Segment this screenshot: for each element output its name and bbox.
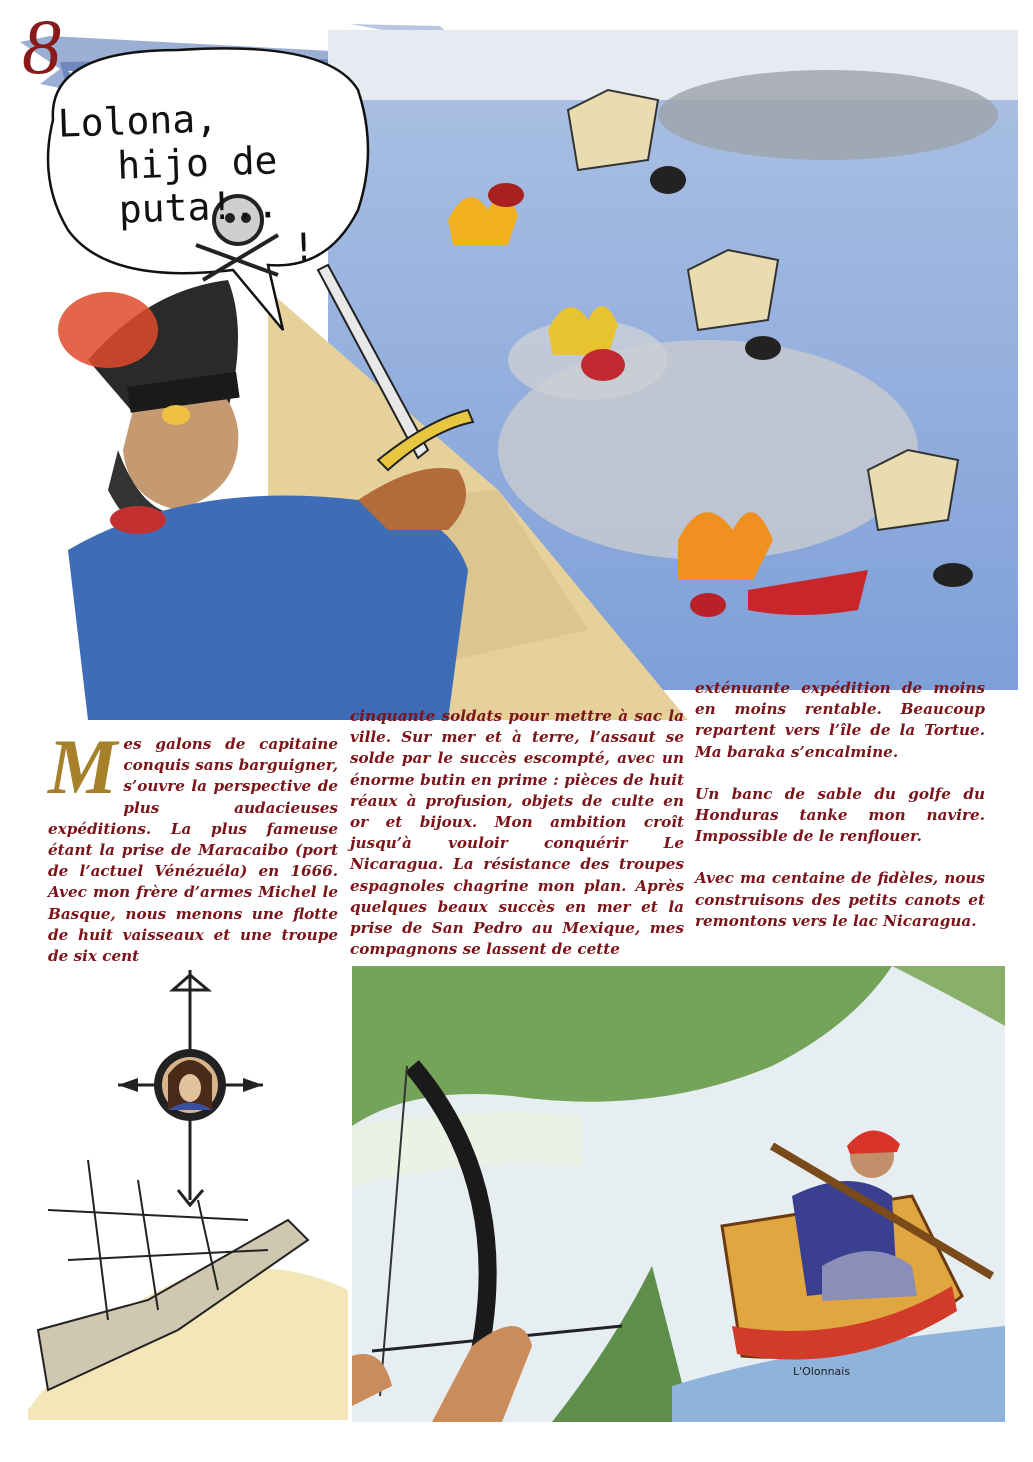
column-1-text: es galons de capitaine conquis sans barguigner, s’ouvre la perspective de plus audacieuses expéditions. La plus fameuse étant la prise de Maracaibo (port de l’actuel Vénézuéla) en 1666. Avec mon frère d’armes Michel le Basque, nous menons une flotte de huit vaisseaux et une troupe de six cent [48,735,338,966]
article-column-1 [48,723,338,967]
column-3-paragraph-3: Avec ma centaine de fidèles, nous construisons des petits canots et remontons vers le lac Nicaragua. [695,869,985,930]
page-number: 8 [22,3,61,90]
column-2-text: cinquante soldats pour mettre à sac la ville. Sur mer et à terre, l’assaut se solde par le succès escompté, avec un énorme butin en prime : pièces de huit réaux à profusion, objets de culte en or et bijoux. Mon ambition croît jusqu’à vouloir conquérir Le Nicaragua. La résistance des troupes espagnoles chagrine mon plan. Après quelques beaux succès en mer et la prise de San Pedro au Mexique, mes compagnons se lassent de cette [350,707,684,959]
column-3-paragraph-1: exténuante expédition de moins en moins rentable. Beaucoup repartent vers l’île de la Tortue. Ma baraka s’encalmine. [695,679,985,761]
drop-cap: M [48,723,118,810]
column-3-paragraph-2: Un banc de sable du golfe du Honduras tanke mon navire. Impossible de le renflouer. [695,784,985,846]
article-column-2 [350,706,684,960]
article-column-3 [695,678,985,932]
compass-portrait-shipwreck-illustration [28,970,348,1420]
speech-exclamation: ! [291,224,316,270]
speech-line-1: Lolona, [57,96,219,146]
speech-line-2: hijo de puta!.. [116,138,280,232]
boat-name-label: L'Olonnais [793,1365,851,1378]
river-archer-boat-illustration [352,966,1005,1422]
speech-bubble-text [57,90,393,277]
